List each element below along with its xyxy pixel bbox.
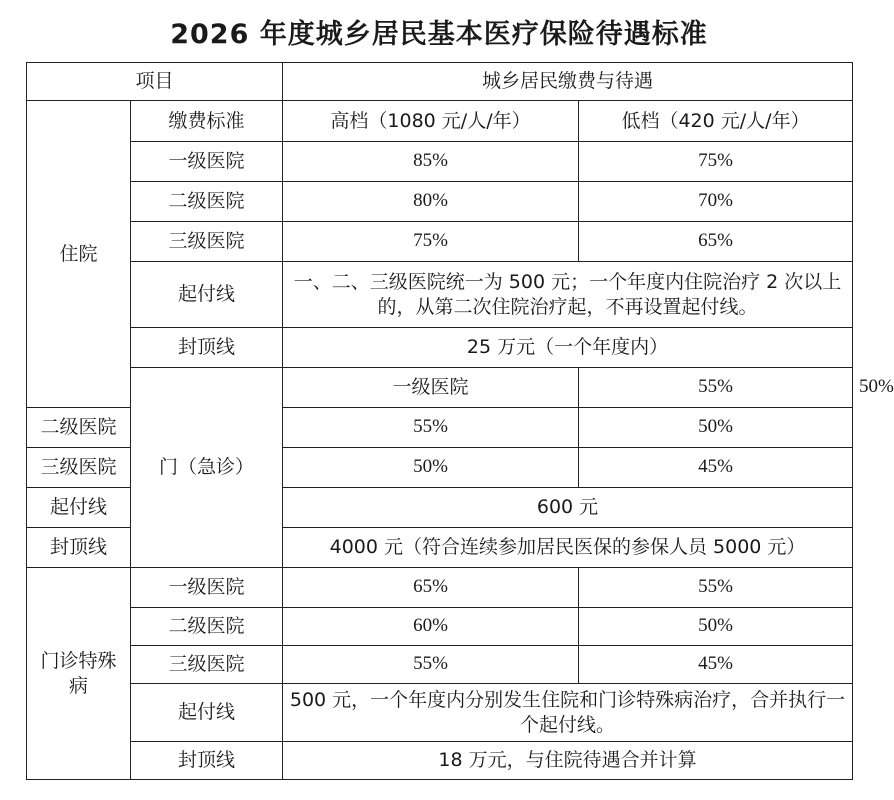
- special-cap: 18 万元，与住院待遇合并计算: [283, 742, 853, 780]
- fee-label: 缴费标准: [131, 101, 283, 142]
- level-name: 一级医院: [283, 368, 579, 408]
- table-row: [27, 646, 853, 684]
- deductible-label: 起付线: [131, 262, 283, 328]
- outpatient-cap: 4000 元（符合连续参加居民医保的参保人员 5000 元）: [283, 528, 853, 568]
- table-row: [27, 568, 853, 608]
- high-tier: 高档（1080 元/人/年）: [283, 101, 579, 142]
- table-row: [27, 142, 853, 182]
- table-row: [27, 328, 853, 368]
- table-row: [27, 684, 853, 742]
- low-rate: 75%: [579, 142, 853, 182]
- section-outpatient: 门（急诊）: [131, 368, 283, 568]
- special-deductible: 500 元，一个年度内分别发生住院和门诊特殊病治疗，合并执行一个起付线。: [283, 684, 853, 742]
- outpatient-deductible: 600 元: [283, 488, 853, 528]
- level-name: 三级医院: [27, 448, 131, 488]
- cap-label: 封顶线: [131, 328, 283, 368]
- level-name: 一级医院: [131, 142, 283, 182]
- benefit-header: 城乡居民缴费与待遇: [283, 63, 853, 101]
- high-rate: 50%: [283, 448, 579, 488]
- table-row: 门（急诊） 一级医院 55% 50%: [27, 368, 853, 408]
- table-row: [27, 608, 853, 646]
- level-name: 二级医院: [131, 608, 283, 646]
- table-row: [27, 222, 853, 262]
- low-rate: 55%: [579, 568, 853, 608]
- cap-label: 封顶线: [131, 742, 283, 780]
- page-title: 2026 年度城乡居民基本医疗保险待遇标准: [170, 19, 708, 50]
- table-row: [27, 262, 853, 328]
- high-rate: 55%: [283, 408, 579, 448]
- table-row: [27, 182, 853, 222]
- low-tier: 低档（420 元/人/年）: [579, 101, 853, 142]
- high-rate: 65%: [283, 568, 579, 608]
- table-row: [27, 101, 853, 142]
- benefits-table: [26, 62, 894, 780]
- level-name: 三级医院: [131, 646, 283, 684]
- low-rate: 50%: [579, 408, 853, 448]
- low-rate: 45%: [579, 646, 853, 684]
- high-rate: 55%: [283, 646, 579, 684]
- low-rate: 50%: [579, 608, 853, 646]
- high-rate: 85%: [283, 142, 579, 182]
- section-special: 门诊特殊病: [27, 568, 131, 780]
- level-name: 二级医院: [27, 408, 131, 448]
- low-rate: 65%: [579, 222, 853, 262]
- inpatient-cap: 25 万元（一个年度内）: [283, 328, 853, 368]
- cap-label: 封顶线: [27, 528, 131, 568]
- low-rate: 70%: [579, 182, 853, 222]
- high-rate: 75%: [283, 222, 579, 262]
- deductible-label: 起付线: [131, 684, 283, 742]
- item-header: 项目: [27, 63, 283, 101]
- high-rate: 55%: [579, 368, 853, 408]
- level-name: 一级医院: [131, 568, 283, 608]
- table-row: [27, 742, 853, 780]
- level-name: 二级医院: [131, 182, 283, 222]
- high-rate: 60%: [283, 608, 579, 646]
- deductible-label: 起付线: [27, 488, 131, 528]
- level-name: 三级医院: [131, 222, 283, 262]
- low-rate: 45%: [579, 448, 853, 488]
- inpatient-deductible: 一、二、三级医院统一为 500 元；一个年度内住院治疗 2 次以上的，从第二次住院治疗起，不再设置起付线。: [283, 262, 853, 328]
- high-rate: 80%: [283, 182, 579, 222]
- section-inpatient: 住院: [27, 101, 131, 408]
- header-row: [27, 63, 853, 101]
